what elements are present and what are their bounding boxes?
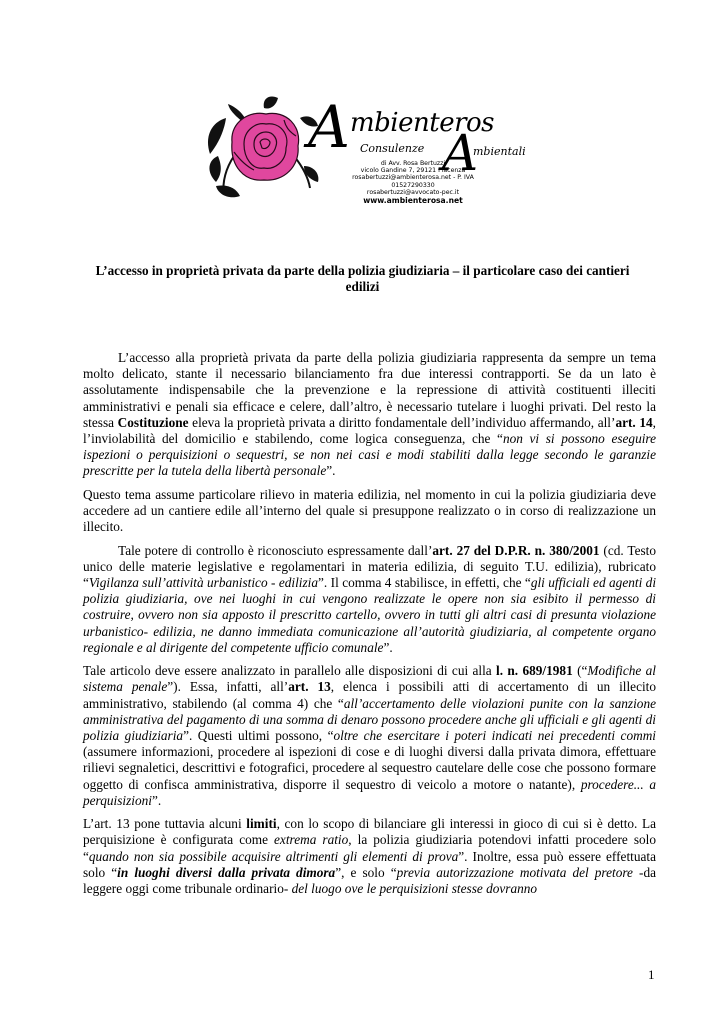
contact-block [338,160,488,205]
italic-quote: procedere... a perquisizioni [83,776,656,808]
bold-term: Costituzione [117,414,189,430]
bold-term: l. n. 689/1981 [496,663,573,679]
paragraph-4 [83,663,656,809]
text-run: L’accesso alla proprietà privata da parte della polizia giudiziaria rappresenta da sempre un tema molto delicato, stante il necessario bilanciamento fra due interessi contrapporti. Se da un lato è assolutamente indispensabile che la prevenzione e la repressione di attività costituenti illeciti amministrativi e penali sia efficace e celere, dall’altro, è necessario tutelare i luoghi privati. Del resto la stessa [83,350,656,430]
italic-quote: Modifiche al sistema penale [83,663,657,695]
text-run: , l’inviolabilità del domicilio e stabilendo, come logica conseguenza, che “ [83,414,656,447]
text-run: Questo tema assume particolare rilievo in materia edilizia, nel momento in cui la polizia giudiziaria deve accedere ad un cantiere edile all’interno del quale si presuppone realizzato o in corso di realizzazione un illecito. [83,486,656,535]
contact-line: vicolo Gandine 7, 29121 Piacenza [360,167,466,175]
bold-term: limiti [246,816,277,832]
contact-line: di Avv. Rosa Bertuzzi [380,160,446,167]
text-run: , la polizia giudiziaria potendovi infatti procedere solo “ [83,832,656,864]
italic-quote: oltre che esercitare i poteri indicati nei precedenti commi [333,728,656,744]
text-run: ”. Il comma 4 stabilisce, in effetti, che “ [318,575,531,591]
bold-term: art. 14 [615,414,653,430]
text-run: ”. [326,463,336,479]
text-run: ”). Essa, infatti, all’ [167,679,289,695]
text-run: -da leggere oggi come tribunale ordinario- [83,864,656,897]
text-run: (cd. Testo unico delle materie legislative e regolamentari in materia edilizia, di seguito T.U. edilizia), rubricato “ [83,542,656,591]
bold-term: art. 27 del D.P.R. n. 380/2001 [432,542,600,558]
text-run: ”. Questi ultimi possono, “ [183,728,334,744]
paragraph-5 [83,816,656,897]
text-run: , elenca i possibili atti di accertamento di un illecito amministrativo, stabilendo (al comma 4) che “ [83,679,657,711]
bold-term: art. 13 [288,679,331,695]
bold-italic-quote: in luoghi diversi dalla privata dimora [117,864,336,880]
italic-quote: previa autorizzazione motivata del pretore [396,864,633,880]
text-run: L’art. 13 pone tuttavia alcuni [83,816,247,832]
text-run: ”. [383,639,393,655]
text-run: (“ [572,663,588,679]
text-run: , con lo scopo di bilanciare gli interessi in gioco di cui si è detto. La perquisizione è configurata come [83,816,656,848]
italic-quote: non vi si possono eseguire ispezioni o perquisizioni o sequestri, se non nei casi e modi stabiliti dalla legge secondo le garanzie prescritte per la tutela della libertà personale [83,431,656,479]
contact-line: rosabertuzzi@ambienterosa.net - P. IVA 01527290330 [352,174,474,189]
italic-quote: extrema ratio [274,832,349,848]
website-link[interactable]: www.ambienterosa.net [363,196,463,206]
brand-letter-a-second: A [442,124,479,182]
paragraph-1 [83,350,656,480]
page-number: 1 [648,967,655,982]
italic-quote: del luogo ove le perquisizioni stesse dovranno [291,881,538,897]
text-run: ”. [151,792,162,808]
text-run: ”, e solo “ [335,864,397,880]
italic-quote: all’accertamento delle violazioni punite con la sanzione amministrativa del pagamento di una somma di denaro possono procedere anche gli ufficiali e gli agenti di polizia giudiziaria [83,695,656,744]
paragraph-3 [83,543,656,656]
brand-letter-a: A [308,93,350,161]
text-run: eleva la proprietà privata a diritto fondamentale dell’individuo affermando, all’ [188,414,616,430]
text-run: ”. Inoltre, essa può essere effettuata solo “ [83,848,656,880]
document-body [83,350,656,904]
italic-quote: quando non sia possibile acquisire altrimenti gli elementi di prova [88,848,459,864]
contact-line: rosabertuzzi@avvocato-pec.it [366,188,460,196]
italic-quote: Vigilanza sull’attività urbanistico - edilizia [88,575,319,591]
document-title: L’accesso in proprietà privata da parte della polizia giudiziaria – il particolare caso dei cantieri edilizi [95,263,630,294]
rose-icon [204,96,322,202]
text-run: Tale potere di controllo è riconosciuto espressamente dall’ [118,542,433,558]
text-run: (assumere informazioni, procedere al ispezioni di cose e di luoghi diversi dalla privata dimora, effettuare rilievi segnaletici, descrittivi e fotografici, procedere al sequestro cautelare delle cose che possono formare oggetto di confisca amministrativa, disporre il sequestro di veicolo a motore o natante), [83,744,656,792]
brand-consulenze: Consulenze [360,142,425,155]
text-run: Tale articolo deve essere analizzato in parallelo alle disposizioni di cui alla [83,663,497,679]
paragraph-2 [83,487,656,536]
brand-ambientali: mbientali [473,145,526,158]
letterhead-logo [200,93,530,206]
italic-quote: gli ufficiali ed agenti di polizia giudiziaria, ove nei luoghi in cui vengono realizzate le opere non sia esibito il permesso di costruire, ovvero non sia apposto il prescritto cartello, ovvero in tutti gli altri casi di presunta violazione urbanistico- edilizia, ne danno immediata comunicazione all’autorità giudiziaria, al competente organo regionale e al dirigente del competente ufficio comunale [83,575,657,655]
brand-name: mbienteros [350,108,495,138]
